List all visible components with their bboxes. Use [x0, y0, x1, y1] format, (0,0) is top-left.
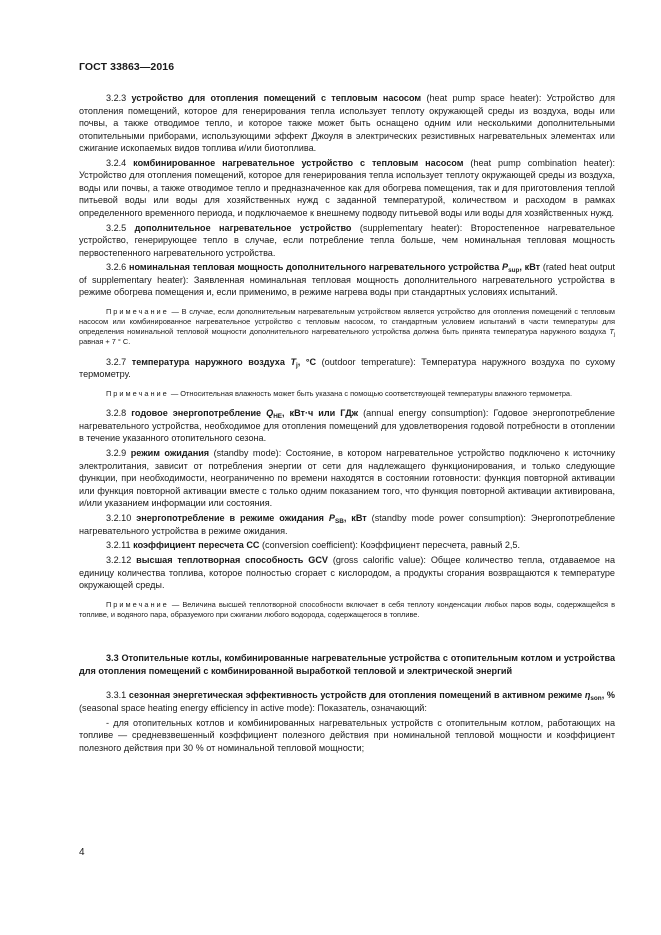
note-2: [79, 389, 615, 399]
clause-number: 3.2.7: [106, 356, 127, 367]
symbol-subscript: HE: [273, 413, 283, 421]
symbol: P: [502, 262, 509, 273]
definition-text: (rated heat output of supplementary heater): Заявленная номинальная тепловая мощность дополнительного нагревательного устройства в режиме обогрева помещения и, если применимо, в режиме нагрева воды при стандартных условиях испытаний.: [79, 262, 616, 298]
clause-number: 3.2.9: [106, 448, 127, 459]
definition-3-2-8: [79, 407, 615, 445]
term: коэффициент пересчета CC: [133, 540, 260, 551]
note-3: [79, 600, 615, 620]
definition-text: (standby mode power consumption): Энергопотребление нагревательного устройства в режиме ожидания.: [79, 513, 616, 536]
unit: , °С: [297, 356, 317, 367]
note-label: Примечание: [106, 388, 169, 398]
term: годовое энергопотребление: [131, 408, 262, 419]
note-text: — В случае, если дополнительным нагревательным устройством является устройство для отопления помещений с тепловым насосом или комбинированное нагревательное устройство с тепловым насосом, то стандартным условием испытаний в части температуры для определения номинальной тепловой мощности дополнительного нагревательного устройства должна быть принята температура наружного воздуха: [79, 306, 615, 336]
definition-text: (conversion coefficient): Коэффициент пересчета, равный 2,5.: [262, 540, 521, 551]
note-text: — Относительная влажность может быть указана с помощью соответствующей температуры влажного термометра.: [170, 388, 573, 398]
clause-number: 3.2.3: [106, 93, 127, 103]
document-body: [79, 92, 615, 757]
clause-number: 3.2.4: [106, 157, 127, 168]
definition-text: (standby mode): Состояние, в котором нагревательное устройство подключено к источнику электролитания, зависит от потребления энергии от сети для надлежащего функционирования, и только следующие функции, при необходимости, неограниченно по времени находятся в состоянии готовности: функция повторной активации или функция повторной активации вместе с только одним показанием того, что функция повторной активации активирована, и/или указанием информации или состояния.: [79, 448, 615, 509]
unit: , кВт: [519, 262, 541, 273]
symbol: Q: [266, 408, 274, 419]
clause-number: 3.2.10: [106, 513, 132, 524]
definition-text: (outdoor temperature): Температура наружного воздуха по сухому термометру.: [79, 356, 616, 380]
definition-text: (heat pump space heater): Устройство для отопления помещений, которое для генерирования тепла использует теплоту окружающей среды из воздуха, воды или почвы, а также отводимое тепло, и которое также может быть оснащено одним или несколькими дополнительными отопительными приборами, использующими эффект Джоуля в электрических резистивных нагревательных элементах или сжигание ископаемых видов топлива и/или биотоплива.: [79, 93, 616, 153]
note-1: [79, 307, 615, 347]
term: устройство для отопления помещений с тепловым насосом: [131, 93, 422, 103]
term: энергопотребление в режиме ожидания: [136, 513, 324, 524]
symbol: P: [328, 513, 335, 524]
symbol-subscript: j: [613, 331, 615, 338]
clause-number: 3.2.6: [106, 262, 127, 273]
unit: , кВт: [343, 513, 367, 524]
definition-text: (seasonal space heating energy efficiency in active mode): Показатель, означающий:: [79, 702, 427, 713]
definition-text: (gross calorific value): Общее количество тепла, отдаваемое на единицу количества топлива, которое полностью сгорает с кислородом, а продукты сгорания возвращаются к температуре окружающей среды.: [79, 555, 616, 591]
term: температура наружного воздуха: [131, 356, 285, 367]
note-label: Примечание: [106, 306, 169, 316]
definition-3-2-5: [79, 222, 615, 260]
symbol: T: [609, 326, 614, 336]
term: сезонная энергетическая эффективность устройств для отопления помещений в активном режиме: [128, 690, 583, 701]
definition-text: (annual energy consumption): Годовое энергопотребление нагревательного устройства, необходимое для отопления помещений для удовлетворения годовой потребности в отоплении в течение указанного отопительного сезона.: [79, 408, 615, 444]
symbol-subscript: son: [590, 695, 602, 703]
clause-number: 3.2.5: [106, 222, 127, 233]
definition-3-2-7: [79, 356, 615, 381]
note-label: Примечание: [106, 599, 169, 609]
symbol: η: [584, 690, 591, 701]
clause-number: 3.2.11: [106, 540, 131, 551]
symbol-subscript: SB: [334, 518, 344, 526]
document-header: ГОСТ 33863—2016: [79, 61, 175, 73]
definition-3-2-9: [79, 447, 615, 510]
definition-text: (supplementary heater): Второстепенное нагревательное устройство, генерирующее тепло в случае, если потребление тепла больше, чем номинальная тепловая мощность первостепенного нагревательного устройства.: [79, 222, 616, 258]
term: дополнительное нагревательное устройство: [134, 222, 352, 233]
symbol: T: [290, 356, 297, 367]
term: номинальная тепловая мощность дополнительного нагревательного устройства: [128, 262, 500, 273]
note-tail: равная + 7 ° С.: [79, 336, 131, 346]
definition-text: (heat pump combination heater): Устройство для отопления помещений, которое для генерирования тепла использует теплоту окружающей среды из воздуха, воды или почвы, а также отводимое тепло и предназначенное как для обогрева помещения, так и для приготовления теплой питьевой воды или воды для хозяйственных нужд с заданной температурой, количеством и расходом в рамках определенного временного периода, и подключаемое к внешнему подводу питьевой воды или воды для хозяйственных нужд.: [79, 157, 616, 218]
definition-3-3-1-item-a: - для отопительных котлов и комбинированных нагревательных устройств с отопительным котлом, работающих на топливе — средневзвешенный коэффициент полезного действия при номинальной тепловой мощности и коэффициент полезного действия при 30 % от номинальной тепловой мощности;: [79, 717, 615, 753]
definition-3-2-4: [79, 157, 615, 220]
note-text: — Величина высшей теплотворной способности включает в себя теплоту конденсации любых паров воды, содержащейся в топливе, и водяного пара, образуемого при сжигании любого водорода, содержащегося в топливе.: [79, 599, 615, 619]
term: комбинированное нагревательное устройство с тепловым насосом: [133, 157, 464, 168]
definition-3-3-1: [79, 689, 615, 714]
symbol-subscript: sup: [508, 267, 520, 275]
clause-number: 3.2.8: [106, 408, 127, 419]
symbol-subscript: j: [296, 361, 298, 369]
definition-3-2-10: [79, 512, 615, 537]
clause-number: 3.3.1: [106, 690, 127, 701]
definition-3-2-11: [79, 539, 615, 552]
clause-number: 3.2.12: [106, 555, 132, 566]
section-3-3-heading: 3.3 Отопительные котлы, комбинированные нагревательные устройства с отопительным котлом и устройства для отопления помещений с комбинированной выработкой тепловой и электрической энергий: [79, 653, 615, 676]
unit: , кВт·ч или ГДж: [282, 408, 359, 419]
unit: , %: [601, 690, 615, 701]
term: высшая теплотворная способность GCV: [136, 555, 328, 566]
definition-3-2-3: [79, 92, 615, 155]
page-number: 4: [79, 847, 85, 858]
term: режим ожидания: [130, 448, 210, 459]
definition-3-2-12: [79, 554, 615, 592]
definition-3-2-6: [79, 261, 615, 299]
